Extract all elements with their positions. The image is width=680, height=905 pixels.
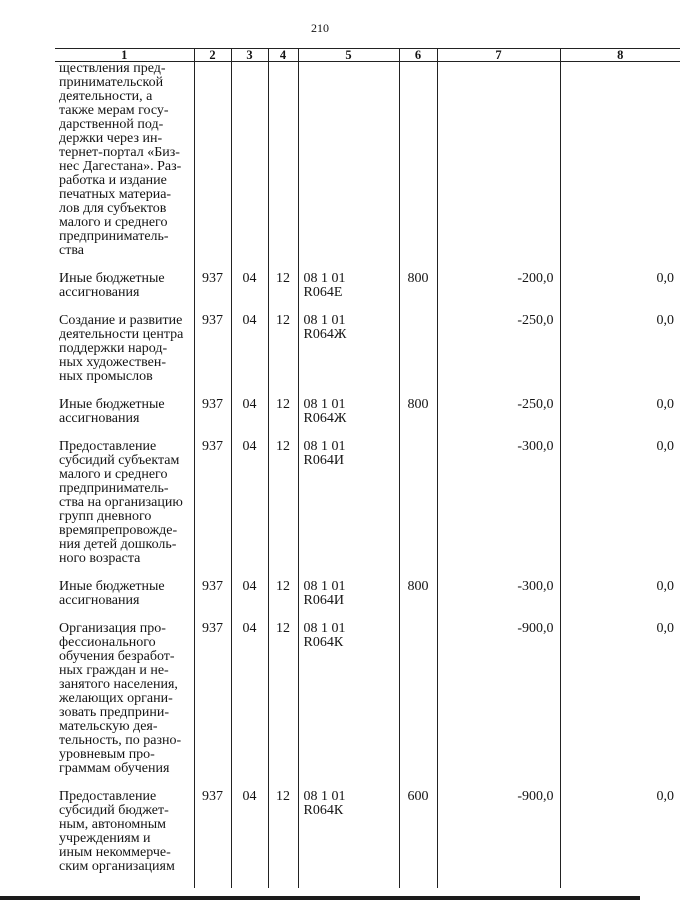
col-4-value: 12 (268, 272, 298, 314)
bottom-rule (0, 896, 640, 900)
col-4-value: 12 (268, 622, 298, 790)
col-5-value: 08 1 01 R064Ж (298, 314, 399, 398)
col-7-value: -900,0 (437, 790, 560, 888)
header-col-6: 6 (399, 49, 437, 62)
col-7-value: -300,0 (437, 580, 560, 622)
col-7-value: -900,0 (437, 622, 560, 790)
table-row (55, 398, 680, 440)
col-5-value: 08 1 01 R064К (298, 790, 399, 888)
col-2-value: 937 (194, 622, 231, 790)
col-6-value: 600 (399, 790, 437, 888)
page-number: 210 (311, 21, 329, 35)
col-8-value: 0,0 (560, 440, 680, 580)
table-row (55, 314, 680, 398)
row-description: Иные бюджетные ассигнования (59, 579, 165, 608)
header-row (55, 49, 680, 62)
col-4-value: 12 (268, 790, 298, 888)
header-col-8: 8 (560, 49, 680, 62)
col-6-value: 800 (399, 580, 437, 622)
col-4-value: 12 (268, 314, 298, 398)
col-5-value: 08 1 01 R064И (298, 580, 399, 622)
col-2-value: 937 (194, 272, 231, 314)
col-8-value: 0,0 (560, 622, 680, 790)
header-col-7: 7 (437, 49, 560, 62)
col-7-value: -300,0 (437, 440, 560, 580)
col-2-value: 937 (194, 580, 231, 622)
col-7-value: -250,0 (437, 314, 560, 398)
table-row-continued (55, 62, 680, 273)
table-row (55, 790, 680, 888)
header-col-4: 4 (268, 49, 298, 62)
col-4-value: 12 (268, 398, 298, 440)
col-6-value (399, 440, 437, 580)
col-8-value: 0,0 (560, 272, 680, 314)
col-8-value: 0,0 (560, 398, 680, 440)
col-8-value: 0,0 (560, 580, 680, 622)
col-3-value: 04 (231, 440, 268, 580)
row-description: Иные бюджетные ассигнования (59, 271, 165, 300)
col-5-value: 08 1 01 R064К (298, 622, 399, 790)
col-5-value: 08 1 01 R064E (298, 272, 399, 314)
row-description: Предоставление субсидий бюджет- ным, автономным учреждениям и иным некоммерче- ским организациям (59, 789, 175, 874)
col-7-value: -250,0 (437, 398, 560, 440)
col-6-value (399, 622, 437, 790)
header-col-2: 2 (194, 49, 231, 62)
col-3-value: 04 (231, 314, 268, 398)
col-2-value: 937 (194, 398, 231, 440)
table-row (55, 622, 680, 790)
col-3-value: 04 (231, 398, 268, 440)
col-7-value: -200,0 (437, 272, 560, 314)
col-6-value (399, 314, 437, 398)
col-2-value: 937 (194, 440, 231, 580)
table-body (55, 62, 680, 889)
col-5-value: 08 1 01 R064И (298, 440, 399, 580)
col-3-value: 04 (231, 790, 268, 888)
header-col-1: 1 (55, 49, 194, 62)
continued-description: ществления пред- принимательской деятельности, а также мерам госу- дарственной под- держки через ин- тернет-портал «Биз- нес Дагестана». Раз- работка и издание печатных материа- лов для субъектов малого и среднего предприниматель- ства (59, 61, 182, 258)
col-3-value: 04 (231, 580, 268, 622)
table-row (55, 580, 680, 622)
col-6-value: 800 (399, 272, 437, 314)
col-2-value: 937 (194, 790, 231, 888)
row-description: Организация про- фессионального обучения безработ- ных граждан и не- занятого населения, желающих органи- зовать предприни- мательскую дея- тельность, по разно- уровневым про- граммам обучения (59, 621, 182, 776)
col-4-value: 12 (268, 440, 298, 580)
budget-table (55, 48, 680, 888)
row-description: Создание и развитие деятельности центра поддержки народ- ных художествен- ных промыслов (59, 313, 184, 384)
row-description: Предоставление субсидий субъектам малого и среднего предприниматель- ства на организацию групп дневного времяпрепровожде- ния детей дошколь- ного возраста (59, 439, 183, 566)
col-3-value: 04 (231, 622, 268, 790)
table-row (55, 272, 680, 314)
header-col-5: 5 (298, 49, 399, 62)
header-col-3: 3 (231, 49, 268, 62)
row-description: Иные бюджетные ассигнования (59, 397, 165, 426)
col-8-value: 0,0 (560, 790, 680, 888)
col-2-value: 937 (194, 314, 231, 398)
table-row (55, 440, 680, 580)
col-8-value: 0,0 (560, 314, 680, 398)
col-4-value: 12 (268, 580, 298, 622)
col-6-value: 800 (399, 398, 437, 440)
col-3-value: 04 (231, 272, 268, 314)
col-5-value: 08 1 01 R064Ж (298, 398, 399, 440)
